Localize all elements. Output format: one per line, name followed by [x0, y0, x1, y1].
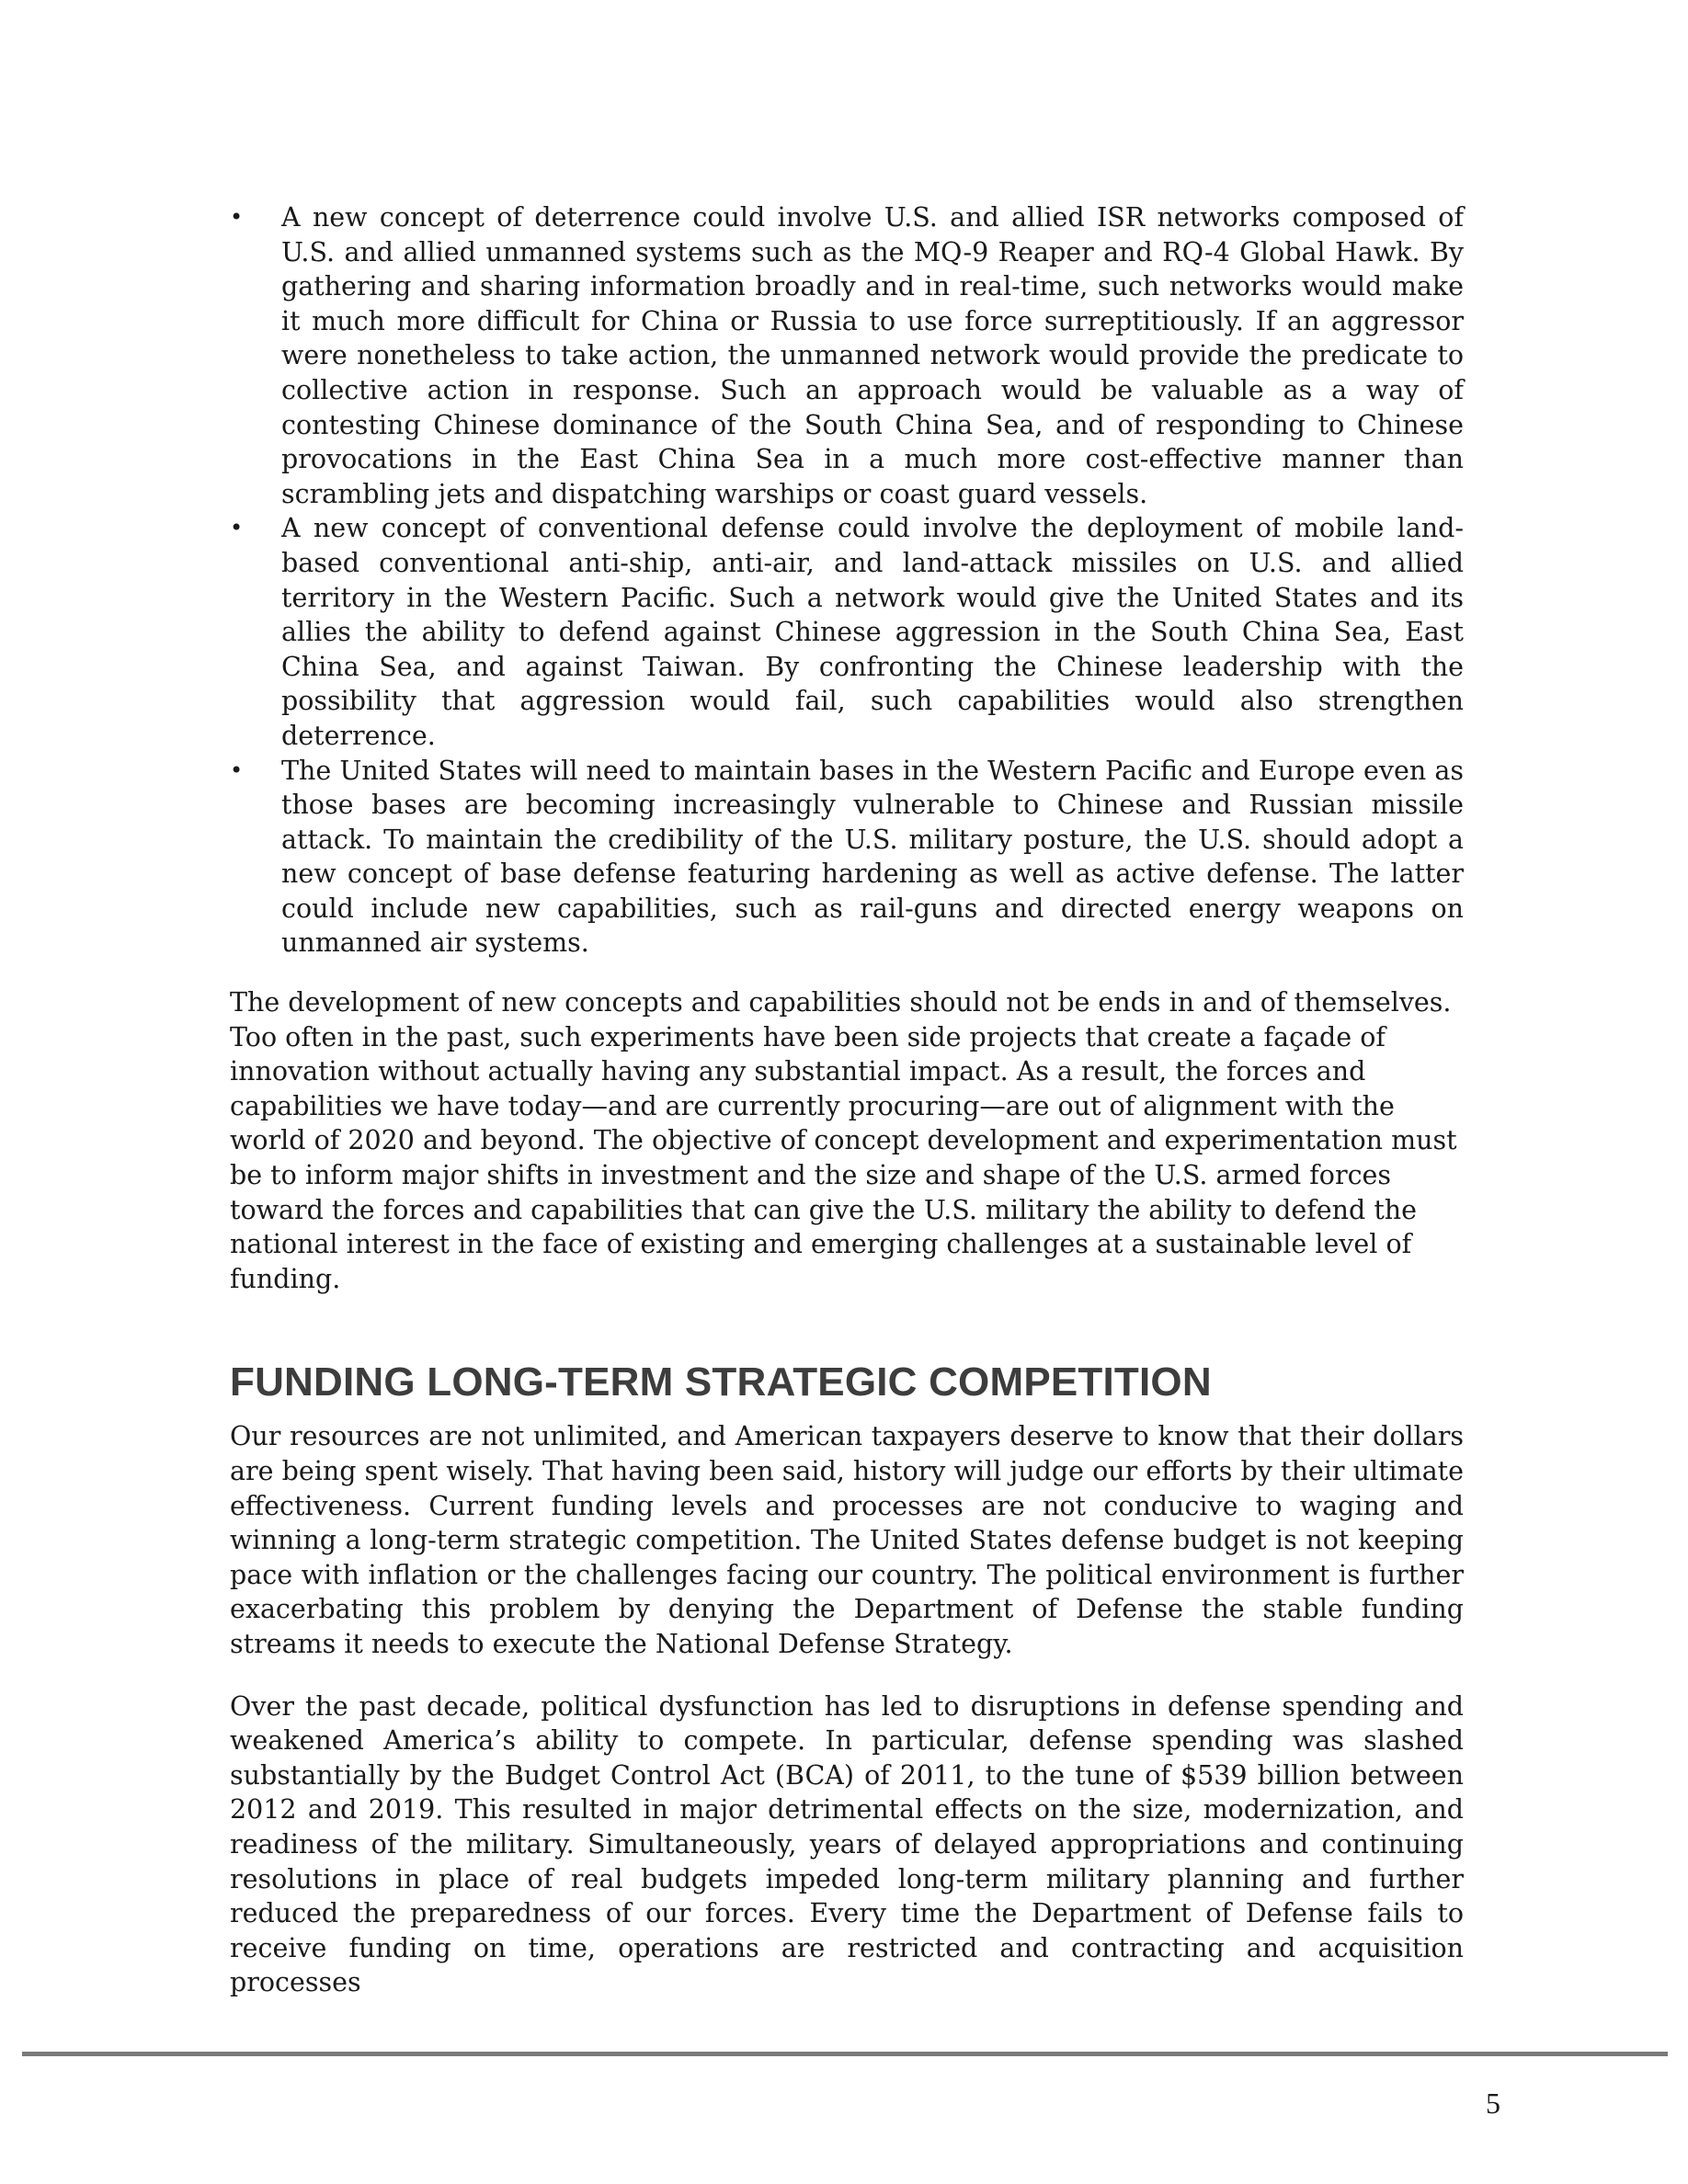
bullet-item-deterrence: [230, 200, 1464, 511]
page-number: 5: [1486, 2087, 1500, 2120]
bullet-icon: •: [230, 515, 244, 541]
paragraph-resources: Our resources are not unlimited, and American taxpayers deserve to know that their dollars are being spent wisely. That having been said, history will judge our efforts by their ultimate effectiveness. Current funding levels and processes are not conducive to waging and winning a long-term strategic competition. The United States defense budget is not keeping pace with inflation or the challenges facing our country. The political environment is further exacerbating this problem by denying the Department of Defense the stable funding streams it needs to execute the National Defense Strategy.: [230, 1421, 1464, 1659]
bullet-icon: •: [230, 204, 244, 230]
bullet-item-conventional-defense: [230, 511, 1464, 753]
bullet-text: The United States will need to maintain bases in the Western Pacific and Europe even as those bases are becoming increasingly vulnerable to Chinese and Russian missile attack. To maintain the credibility of the U.S. military posture, the U.S. should adopt a new concept of base defense featuring hardening as well as active defense. The latter could include new capabilities, such as rail-guns and directed energy weapons on unmanned air systems.: [281, 755, 1464, 959]
bullet-item-base-defense: [230, 754, 1464, 961]
paragraph-concepts: The development of new concepts and capabilities should not be ends in and of themselves. Too often in the past, such experiments have been side projects that create a façade of innovation without actually having any substantial impact. As a result, the forces and capabilities we have today—and are currently procuring—are out of alignment with the world of 2020 and beyond. The objective of concept development and experimentation must be to inform major shifts in investment and the size and shape of the U.S. armed forces toward the forces and capabilities that can give the U.S. military the ability to defend the national interest in the face of existing and emerging challenges at a sustainable level of funding.: [230, 987, 1457, 1294]
bullet-text: A new concept of deterrence could involve U.S. and allied ISR networks composed of U.S. and allied unmanned systems such as the MQ-9 Reaper and RQ-4 Global Hawk. By gathering and sharing information broadly and in real-time, such networks would make it much more difficult for China or Russia to use force surreptitiously. If an aggressor were nonetheless to take action, the unmanned network would provide the predicate to collective action in response. Such an approach would be valuable as a way of contesting Chinese dominance of the South China Sea, and of responding to Chinese provocations in the East China Sea in a much more cost-effective manner than scrambling jets and dispatching warships or coast guard vessels.: [281, 202, 1464, 509]
section-heading: FUNDING LONG-TERM STRATEGIC COMPETITION: [230, 1359, 1212, 1405]
footer-divider: [22, 2052, 1668, 2056]
page-content: [230, 200, 1464, 2000]
bullet-text: A new concept of conventional defense could involve the deployment of mobile land-based conventional anti-ship, anti-air, and land-attack missiles on U.S. and allied territory in the Western Pacific. Such a network would give the United States and its allies the ability to defend against Chinese aggression in the South China Sea, East China Sea, and against Taiwan. By confronting the Chinese leadership with the possibility that aggression would fail, such capabilities would also strengthen deterrence.: [281, 513, 1464, 751]
bullet-icon: •: [230, 756, 244, 783]
bullet-list: [230, 200, 1464, 961]
paragraph-decade: Over the past decade, political dysfunction has led to disruptions in defense spending and weakened America’s ability to compete. In particular, defense spending was slashed substantially by the Budget Control Act (BCA) of 2011, to the tune of $539 billion between 2012 and 2019. This resulted in major detrimental effects on the size, modernization, and readiness of the military. Simultaneously, years of delayed appropriations and continuing resolutions in place of real budgets impeded long-term military planning and further reduced the preparedness of our forces. Every time the Department of Defense fails to receive funding on time, operations are restricted and contracting and acquisition processes: [230, 1690, 1464, 1998]
